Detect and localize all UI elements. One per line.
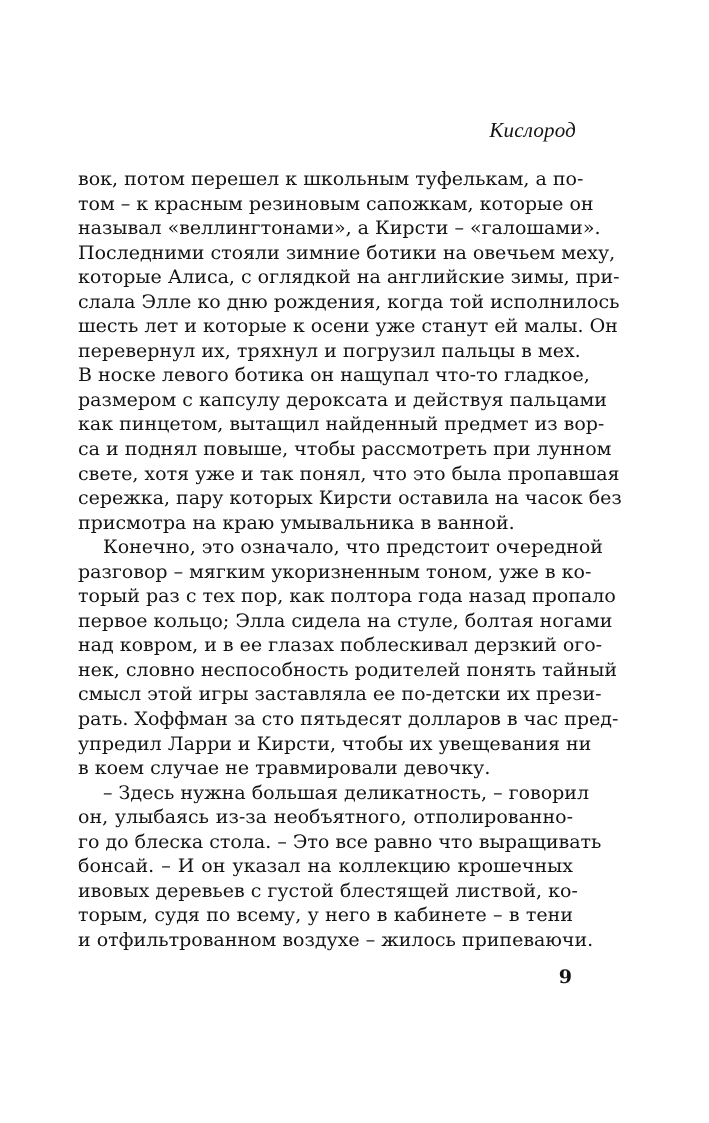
page-body [78,167,622,953]
text-line: он, улыбаясь из-за необъятного, отполированно- [78,806,573,829]
paragraph-2 [78,535,619,780]
text-line: Последними стояли зимние ботики на овечьем меху, [78,241,616,264]
text-line: упредил Ларри и Кирсти, чтобы их увещевания ни [78,732,592,755]
text-line: слала Элле ко дню рождения, когда той исполнилось [78,290,620,313]
text-line: над ковром, и в ее глазах поблескивал дерзкий ого- [78,634,603,657]
text-line: сережка, пару которых Кирсти оставила на часок без [78,487,622,510]
text-line: бонсай. – И он указал на коллекцию крошечных [78,855,573,878]
text-line: называл «веллингтонами», а Кирсти – «галошами». [78,217,601,240]
text-line: разговор – мягким укоризненным тоном, уже в ко- [78,560,592,583]
paragraph-1 [78,167,622,535]
text-line: смысл этой игры заставляла ее по-детски их прези- [78,683,602,706]
text-line: и отфильтрованном воздухе – жилось припеваючи. [78,928,594,951]
text-line: первое кольцо; Элла сидела на стуле, болтая ногами [78,609,613,632]
text-line: ивовых деревьев с густой блестящей листвой, ко- [78,879,578,902]
text-line: вок, потом перешел к школьным туфелькам, а по- [78,168,584,190]
text-line: том – к красным резиновым сапожкам, которые он [78,192,594,215]
text-line: нек, словно неспособность родителей понять тайный [78,658,617,681]
text-line: шесть лет и которые к осени уже станут ей малы. Он [78,315,618,338]
text-line: В носке левого ботика он нащупал что-то гладкое, [78,364,590,387]
running-header: Кислород [489,118,576,142]
text-line: го до блеска стола. – Это все равно что выращивать [78,830,602,853]
text-line: присмотра на краю умывальника в ванной. [78,511,515,534]
paragraph-3 [78,781,602,953]
page-number: 9 [558,966,572,988]
text-line: которые Алиса, с оглядкой на английские зимы, при- [78,266,620,289]
text-line: торым, судя по всему, у него в кабинете – в тени [78,904,573,927]
text-line: перевернул их, тряхнул и погрузил пальцы в мех. [78,339,581,362]
text-line: как пинцетом, вытащил найденный предмет из вор- [78,413,605,436]
text-line: – Здесь нужна большая деликатность, – говорил [103,781,590,804]
text-line: торый раз с тех пор, как полтора года назад пропало [78,585,616,608]
text-line: рать. Хоффман за сто пятьдесят долларов в час пред- [78,708,619,731]
text-line: размером с капсулу дероксата и действуя пальцами [78,388,607,411]
text-line: в коем случае не травмировали девочку. [78,757,491,780]
text-line: свете, хотя уже и так понял, что это была пропавшая [78,462,620,485]
text-line: са и поднял повыше, чтобы рассмотреть при лунном [78,438,612,461]
text-line: Конечно, это означало, что предстоит очередной [103,536,603,559]
